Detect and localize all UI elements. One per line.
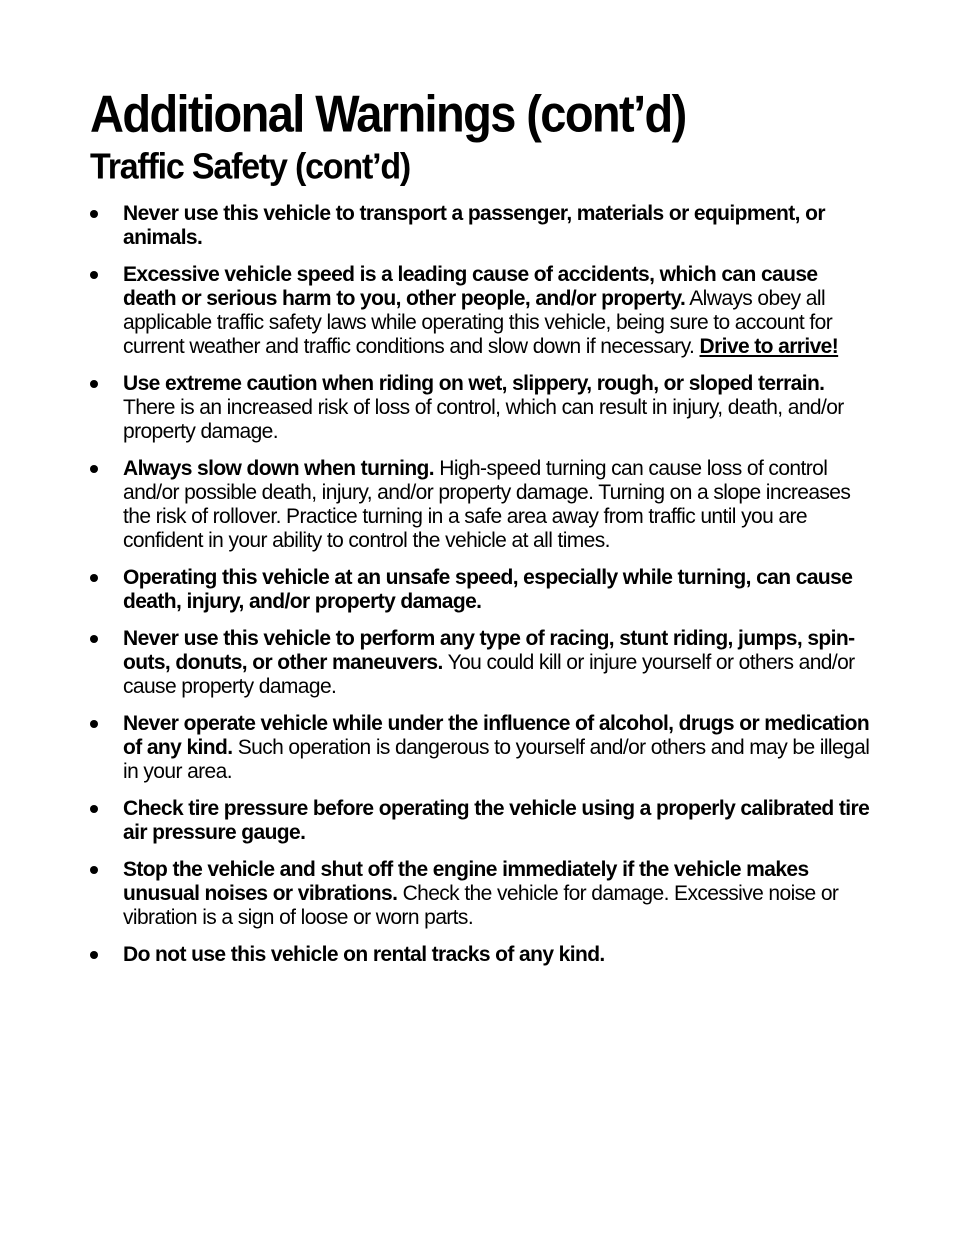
warning-item <box>90 797 870 845</box>
warning-item <box>90 712 870 784</box>
bullet-icon <box>90 635 98 643</box>
warning-item <box>90 858 870 930</box>
warning-bold-text: Use extreme caution when riding on wet, slippery, rough, or sloped terrain. <box>123 372 825 395</box>
warning-text: Always obey all applicable traffic safety laws while operating this vehicle, being sure to account for current weather and traffic conditions and slow down if necessary. <box>123 287 833 358</box>
warning-item <box>90 202 870 250</box>
warning-item <box>90 372 870 444</box>
bullet-icon <box>90 951 98 959</box>
warning-text: There is an increased risk of loss of control, which can result in injury, death, and/or property damage. <box>123 396 844 443</box>
drive-to-arrive-slogan: Drive to arrive! <box>699 335 839 358</box>
warning-text: High-speed turning can cause loss of control and/or possible death, injury, and/or property damage. Turning on a slope increases the risk of rollover. Practice turning in a safe area away from traffic until you are confident in your ability to control the vehicle at all times. <box>123 457 851 552</box>
bullet-icon <box>90 720 98 728</box>
warning-item <box>90 457 870 553</box>
bullet-icon <box>90 465 98 473</box>
page-title: Additional Warnings (cont’d) <box>90 84 686 143</box>
warning-bold-text: Do not use this vehicle on rental tracks of any kind. <box>123 943 605 966</box>
warning-bold-text: Stop the vehicle and shut off the engine immediately if the vehicle makes unusual noises or vibrations. <box>123 858 809 905</box>
warning-text: Check the vehicle for damage. Excessive noise or vibration is a sign of loose or worn parts. <box>123 882 839 929</box>
bullet-icon <box>90 866 98 874</box>
warning-item <box>90 566 870 614</box>
manual-page <box>90 82 870 980</box>
warning-text: Such operation is dangerous to yourself and/or others and may be illegal in your area. <box>123 736 870 783</box>
section-title: Traffic Safety (cont’d) <box>90 147 411 188</box>
bullet-icon <box>90 805 98 813</box>
warning-bold-text: Never operate vehicle while under the influence of alcohol, drugs or medication of any kind. <box>123 712 870 759</box>
warning-bold-text: Never use this vehicle to perform any type of racing, stunt riding, jumps, spin-outs, donuts, or other maneuvers. <box>123 627 855 674</box>
warning-bold-text: Never use this vehicle to transport a passenger, materials or equipment, or animals. <box>123 202 825 249</box>
warnings-list <box>90 202 870 967</box>
bullet-icon <box>90 210 98 218</box>
warning-text: You could kill or injure yourself or others and/or cause property damage. <box>123 651 855 698</box>
warning-item <box>90 943 870 967</box>
warning-bold-text: Operating this vehicle at an unsafe speed, especially while turning, can cause death, injury, and/or property damage. <box>123 566 853 613</box>
bullet-icon <box>90 271 98 279</box>
warning-item <box>90 627 870 699</box>
warning-bold-text: Always slow down when turning. <box>123 457 435 480</box>
bullet-icon <box>90 574 98 582</box>
warning-bold-text: Check tire pressure before operating the vehicle using a properly calibrated tire air pressure gauge. <box>123 797 870 844</box>
warning-item <box>90 263 870 359</box>
warning-bold-text: Excessive vehicle speed is a leading cause of accidents, which can cause death or serious harm to you, other people, and/or property. <box>123 263 818 310</box>
bullet-icon <box>90 380 98 388</box>
